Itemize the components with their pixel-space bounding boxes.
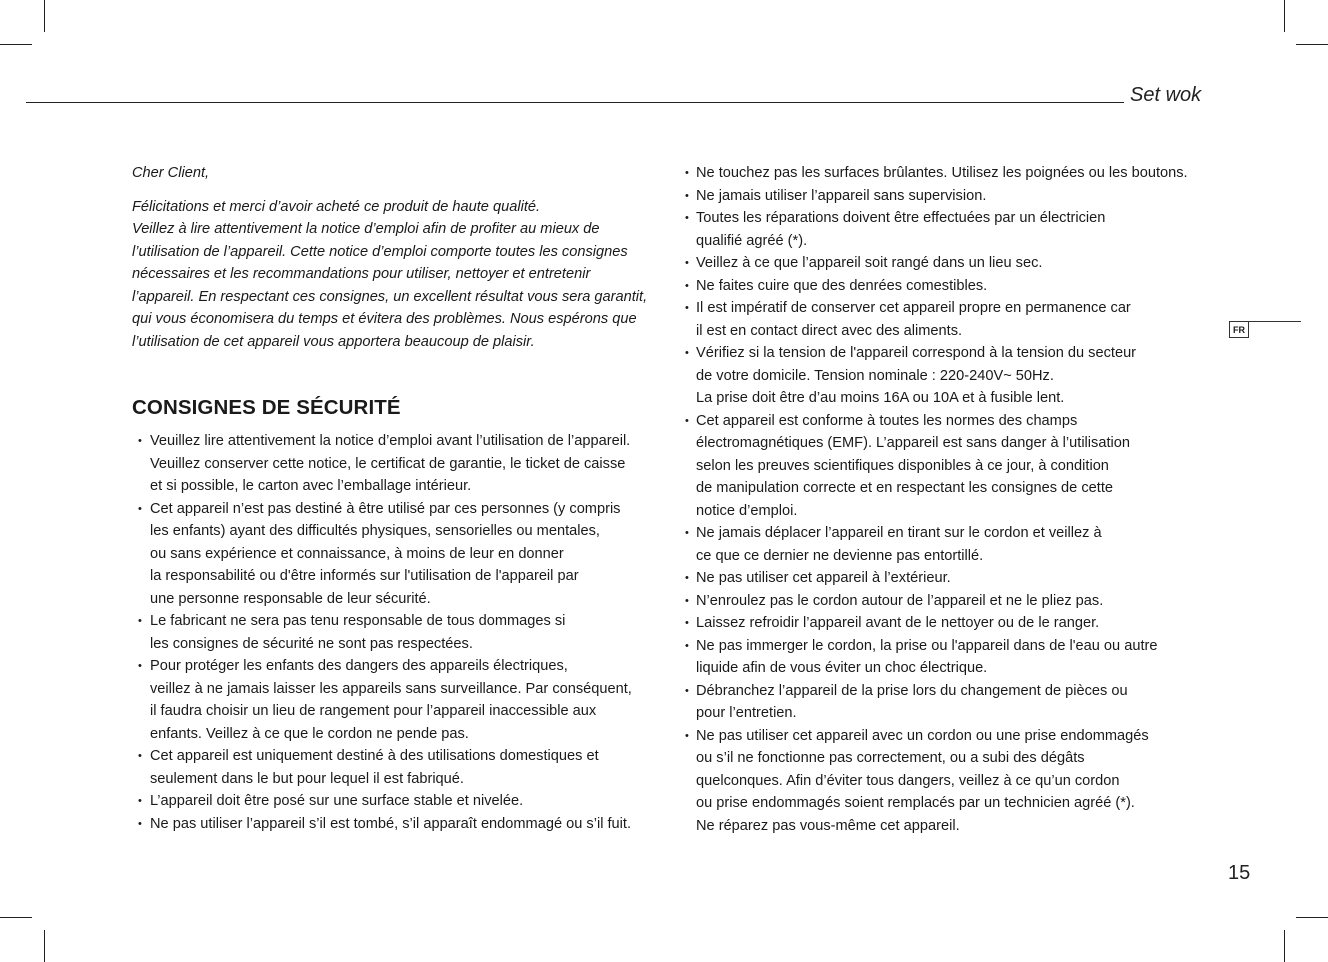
intro-paragraph: Félicitations et merci d’avoir acheté ce produit de haute qualité. Veillez à lire attentivement la notice d’emploi afin de profiter au mieux de l’utilisation de l’appareil. Cette notice d’emploi comporte toutes les consignes nécessaires et les recommandations pour utiliser, nettoyer et entretenir l’appareil. En respectant ces consignes, un excellent résultat vous sera garantit, qui vous économisera du temps et évitera des problèmes. Nous espérons que l’utilisation de cet appareil vous apportera beaucoup de plaisir. — [132, 198, 648, 350]
safety-item: • Ne pas utiliser cet appareil avec un cordon ou une prise endommagés ou s’il ne fonctionne pas correctement, ou a subi des dégâts quelconques. Afin d’éviter tous dangers, veillez à ce qu’un cordon ou prise endommagés soient remplacés par un technicien agréé (*). Ne réparez pas vous-même cet appareil. — [682, 725, 1212, 838]
safety-item: • Cet appareil est uniquement destiné à des utilisations domestiques et seulement dans le but pour lequel il est fabriqué. — [132, 745, 662, 790]
crop-mark — [44, 0, 45, 32]
safety-item: • Cet appareil n’est pas destiné à être utilisé par ces personnes (y compris les enfants) ayant des difficultés physiques, sensorielles ou mentales, ou sans expérience et connaissance, à moins de leur en donner la responsabilité ou d'être informés sur l'utilisation de l'appareil par une personne responsable de leur sécurité. — [132, 498, 662, 611]
language-tab: FR — [1229, 322, 1249, 338]
safety-list-right — [682, 162, 1212, 837]
header-rule — [26, 102, 1124, 103]
safety-item: • Ne faites cuire que des denrées comestibles. — [682, 275, 1212, 298]
left-column — [132, 162, 662, 835]
safety-item: • L’appareil doit être posé sur une surface stable et nivelée. — [132, 790, 662, 813]
crop-mark — [1296, 44, 1328, 45]
safety-item: • Ne jamais déplacer l’appareil en tirant sur le cordon et veillez à ce que ce dernier ne devienne pas entortillé. — [682, 522, 1212, 567]
safety-item: • Ne pas immerger le cordon, la prise ou l'appareil dans de l'eau ou autre liquide afin de vous éviter un choc électrique. — [682, 635, 1212, 680]
safety-item: • Ne pas utiliser cet appareil à l’extérieur. — [682, 567, 1212, 590]
safety-item: • Cet appareil est conforme à toutes les normes des champs électromagnétiques (EMF). L’appareil est sans danger à l’utilisation selon les preuves scientifiques disponibles à ce jour, à condition de manipulation correcte et en respectant les consignes de cette notice d’emploi. — [682, 410, 1212, 523]
crop-mark — [1284, 930, 1285, 962]
crop-mark — [0, 917, 32, 918]
safety-item: • Ne pas utiliser l’appareil s’il est tombé, s’il apparaît endommagé ou s’il fuit. — [132, 813, 662, 836]
crop-mark — [1284, 0, 1285, 32]
section-title: CONSIGNES DE SÉCURITÉ — [132, 396, 401, 419]
safety-item: • Toutes les réparations doivent être effectuées par un électricien qualifié agréé (*). — [682, 207, 1212, 252]
safety-item: • Il est impératif de conserver cet appareil propre en permanence car il est en contact direct avec des aliments. — [682, 297, 1212, 342]
crop-mark — [44, 930, 45, 962]
safety-item: • Débranchez l’appareil de la prise lors du changement de pièces ou pour l’entretien. — [682, 680, 1212, 725]
page-number: 15 — [1228, 862, 1251, 884]
intro-greeting: Cher Client, — [132, 165, 210, 181]
safety-item: • Pour protéger les enfants des dangers des appareils électriques, veillez à ne jamais laisser les appareils sans surveillance. Par conséquent, il faudra choisir un lieu de rangement pour l’appareil inaccessible aux enfants. Veillez à ce que le cordon ne pende pas. — [132, 655, 662, 745]
crop-mark — [1296, 917, 1328, 918]
safety-item: • Ne jamais utiliser l’appareil sans supervision. — [682, 185, 1212, 208]
safety-list-left — [132, 430, 662, 835]
right-column — [682, 162, 1212, 837]
safety-item: • Vérifiez si la tension de l'appareil correspond à la tension du secteur de votre domicile. Tension nominale : 220-240V~ 50Hz. La prise doit être d’au moins 16A ou 10A et à fusible lent. — [682, 342, 1212, 410]
safety-item: • Veillez à ce que l’appareil soit rangé dans un lieu sec. — [682, 252, 1212, 275]
safety-item: • Laissez refroidir l’appareil avant de le nettoyer ou de le ranger. — [682, 612, 1212, 635]
crop-mark — [0, 44, 32, 45]
safety-item: • Le fabricant ne sera pas tenu responsable de tous dommages si les consignes de sécurité ne sont pas respectées. — [132, 610, 662, 655]
safety-item: • N’enroulez pas le cordon autour de l’appareil et ne le pliez pas. — [682, 590, 1212, 613]
safety-item: • Ne touchez pas les surfaces brûlantes. Utilisez les poignées ou les boutons. — [682, 162, 1212, 185]
document-title: Set wok — [1130, 84, 1202, 106]
safety-item: • Veuillez lire attentivement la notice d’emploi avant l’utilisation de l’appareil. Veuillez conserver cette notice, le certificat de garantie, le ticket de caisse et si possible, le carton avec l’emballage intérieur. — [132, 430, 662, 498]
